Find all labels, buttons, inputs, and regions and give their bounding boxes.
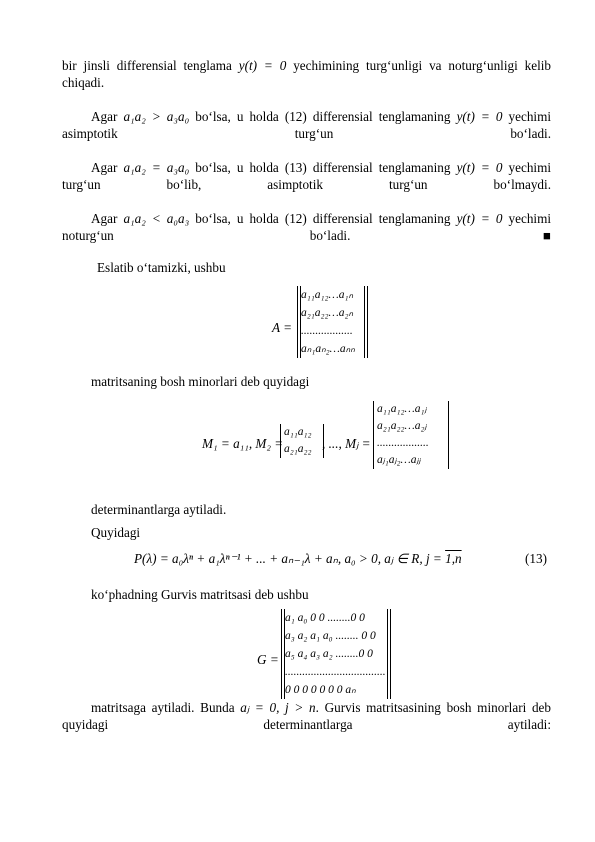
p3-text1: Agar <box>91 160 118 175</box>
minor-mj-row: a₁₁a₁₂…a₁ⱼ <box>377 403 427 415</box>
p2-text1: Agar <box>91 109 118 124</box>
matrix-a-row: a₂₁a₂₂…a₂ₙ <box>301 307 354 319</box>
minor-mj-row: a₂₁a₂₂…a₂ⱼ <box>377 420 427 432</box>
equation-number-13: (13) <box>525 551 547 566</box>
matrix-a-row: aₙ₁aₙ₂…aₙₙ <box>301 343 355 355</box>
matrix-g-row: a₅ a₄ a₃ a₂ ........0 0 <box>285 648 373 660</box>
polynomial-equation <box>134 551 462 567</box>
p2-condition: a₁a₂ > a₃a₀ <box>123 109 190 124</box>
minor-m2-det <box>280 424 324 458</box>
paragraph-3 <box>62 159 551 193</box>
minor-mj-label: , ..., Mⱼ = <box>322 436 371 451</box>
paragraph-2 <box>62 108 551 142</box>
paragraph-5: Eslatib o‘tamizki, ushbu <box>97 260 226 275</box>
polynomial-range: 1,n <box>445 551 462 566</box>
p4-text3: yechimi noturg‘un bo‘ladi.■ <box>62 211 552 243</box>
matrix-g-row: a₁ a₀ 0 0 ........0 0 <box>285 612 365 624</box>
minor-mj-row: aⱼ₁aⱼ₂…aⱼⱼ <box>377 454 421 466</box>
matrix-g <box>281 609 391 699</box>
minor-m2-row: a₂₁a₂₂ <box>284 443 312 455</box>
p3-equation: y(t) = 0 <box>456 160 503 175</box>
minor-m2-row: a₁₁a₁₂ <box>284 426 312 438</box>
minor-m1-m2-label: M₁ = a₁₁, M₂ = <box>202 436 284 451</box>
minor-mj-row: .................. <box>377 437 429 449</box>
paragraph-7: determinantlarga aytiladi. <box>91 502 227 517</box>
paragraph-10 <box>62 699 551 733</box>
p4-text2: bo‘lsa, u holda (12) differensial tenglamaning <box>195 211 451 226</box>
p4-equation: y(t) = 0 <box>456 211 503 226</box>
matrix-a-row: .................. <box>301 325 353 337</box>
p2-text3: yechimi asimptotik turg‘un bo‘ladi. <box>62 109 552 141</box>
matrix-a <box>297 286 368 358</box>
p3-text2: bo‘lsa, u holda (13) differensial tenglamaning <box>195 160 451 175</box>
p4-condition: a₁a₂ < a₀a₃ <box>123 211 190 226</box>
matrix-g-label: G = <box>257 652 279 667</box>
p1-equation: y(t) = 0 <box>238 58 287 73</box>
matrix-g-row: 0 0 0 0 0 0 0 aₙ <box>285 684 356 696</box>
matrix-a-label: A = <box>272 320 293 335</box>
p10-text2: . Gurvis matritsasining bosh minorlari deb quyidagi determinantlarga aytiladi: <box>62 700 551 732</box>
minor-mj-det <box>373 401 449 469</box>
matrix-g-row: a₃ a₂ a₁ a₀ ........ 0 0 <box>285 630 376 642</box>
p3-condition: a₁a₂ = a₃a₀ <box>123 160 190 175</box>
paragraph-4 <box>62 210 551 244</box>
p3-text3: yechimi turg‘un bo‘lib, asimptotik turg‘un bo‘lmaydi. <box>62 160 552 192</box>
paragraph-9: ko‘phadning Gurvis matritsasi deb ushbu <box>91 587 309 602</box>
p1-text2: yechimining turg‘unligi va noturg‘unligi kelib chiqadi. <box>62 58 552 90</box>
p4-text1: Agar <box>91 211 118 226</box>
polynomial-expression: P(λ) = a₀λⁿ + a₁λⁿ⁻¹ + ... + aₙ₋₁λ + aₙ, a₀ > 0, aⱼ ∈ R, j = <box>134 551 446 566</box>
matrix-a-row: a₁₁a₁₂…a₁ₙ <box>301 289 354 301</box>
p2-equation: y(t) = 0 <box>456 109 503 124</box>
paragraph-6: matritsaning bosh minorlari deb quyidagi <box>91 374 310 389</box>
p2-text2: bo‘lsa, u holda (12) differensial tenglamaning <box>195 109 451 124</box>
p10-condition: aⱼ = 0, j > n <box>240 700 316 715</box>
paragraph-1 <box>62 57 551 91</box>
p1-text1: bir jinsli differensial tenglama <box>62 58 232 73</box>
paragraph-8: Quyidagi <box>91 525 141 540</box>
p10-text1: matritsaga aytiladi. Bunda <box>91 700 235 715</box>
matrix-g-row: ................................... <box>285 666 386 678</box>
